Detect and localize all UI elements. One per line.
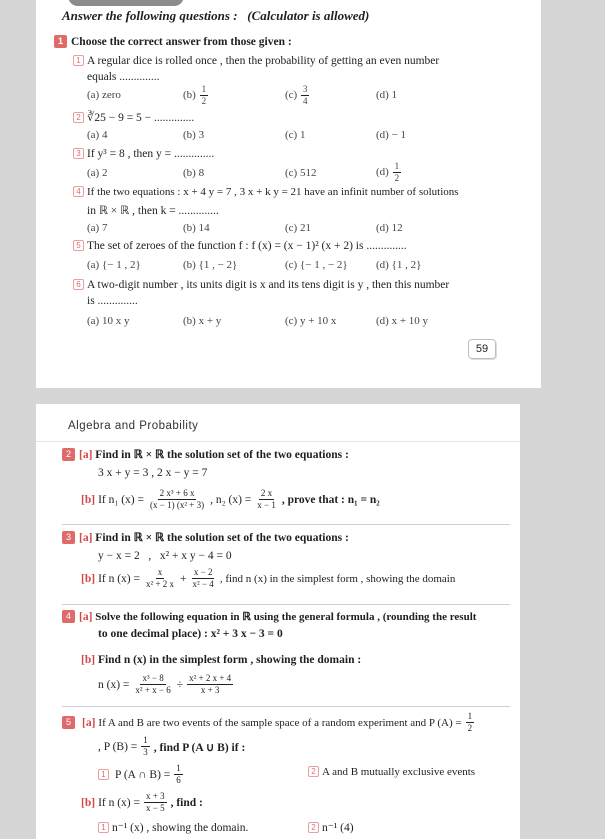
fraction [141, 736, 150, 757]
fraction [144, 792, 167, 813]
question-5-a [62, 712, 475, 733]
question-text-cont: is .............. [87, 295, 138, 307]
option-b[interactable]: (b) 3 [183, 129, 205, 141]
option-label: (c) [285, 89, 298, 102]
question-5-a-cont [98, 736, 245, 757]
option-d[interactable]: (d) {1 , 2} [376, 259, 422, 271]
expr-text: , P (B) = [98, 740, 138, 753]
option-c[interactable]: (c) 512 [285, 167, 317, 179]
page-top [36, 0, 541, 388]
question-number-badge: 3 [73, 148, 84, 159]
numerator: 1 [143, 735, 148, 745]
denominator: 2 [394, 173, 400, 183]
equation: y − x = 2 , x² + x y − 4 = 0 [98, 550, 232, 562]
question-text: ∛25 − 9 = 5 − .............. [87, 112, 195, 124]
question-number-badge: 4 [73, 186, 84, 197]
question-4-a [62, 610, 476, 623]
question-text-cont: in ℝ × ℝ , then k = .............. [87, 205, 219, 217]
section-1-title [54, 35, 292, 48]
numerator: x − 2 [193, 567, 213, 577]
option-c[interactable]: (c) {− 1 , − 2} [285, 259, 348, 271]
denominator: x² + x − 6 [135, 685, 171, 695]
equation: 3 x + y = 3 , 2 x − y = 7 [98, 467, 208, 479]
divider [62, 604, 510, 605]
denominator: x − 1 [257, 500, 276, 510]
expr-text: , find n (x) in the simplest form , showing the domain [219, 572, 456, 585]
page-bottom [36, 404, 520, 839]
option-d[interactable]: (d) 12 [376, 222, 403, 234]
numerator: 1 [201, 84, 207, 94]
page-tab-decoration [68, 0, 184, 6]
question-5-b [81, 792, 203, 813]
numerator: 2 x³ + 6 x [159, 488, 195, 498]
question-3 [73, 148, 214, 160]
sub-number-badge: 2 [308, 822, 319, 833]
question-number-badge: 5 [73, 240, 84, 251]
option-a[interactable]: (a) zero [87, 89, 121, 101]
denominator: x² − 4 [192, 579, 214, 589]
denominator: 2 [201, 96, 207, 106]
expr-text: If n₁ (x) = [98, 493, 145, 506]
question-3-b [81, 568, 455, 589]
divider [62, 524, 510, 525]
expr-text: , find P (A ∪ B) if : [153, 741, 246, 754]
question-text: If A and B are two events of the sample space of a random experiment and P (A) = [98, 716, 462, 729]
denominator: 6 [176, 775, 181, 785]
part-label: [b] [81, 493, 96, 506]
question-2-a [62, 447, 349, 461]
denominator: x + 3 [200, 685, 220, 695]
question-text: Find n (x) in the simplest form , showing the domain : [97, 654, 362, 666]
question-number-badge: 1 [73, 55, 84, 66]
calculator-note: (Calculator is allowed) [247, 8, 370, 23]
fraction [301, 85, 310, 106]
expr-text: P (A ∩ B) = [115, 768, 171, 781]
expr-text: , prove that : n₁ = n₂ [281, 493, 380, 506]
section-title-text: Choose the correct answer from those given : [71, 36, 292, 48]
question-number-badge: 2 [62, 448, 75, 461]
page-number: 59 [468, 339, 496, 359]
option-a[interactable]: (a) 10 x y [87, 315, 130, 327]
option-b[interactable]: (b) x + y [183, 315, 222, 327]
option-d[interactable] [376, 162, 402, 183]
option-b[interactable]: (b) 8 [183, 167, 205, 179]
part-label: [b] [81, 572, 96, 585]
sub-number-badge: 2 [308, 766, 319, 777]
denominator: x − 5 [146, 803, 165, 813]
divider [62, 706, 510, 707]
fraction [255, 489, 278, 510]
question-text: The set of zeroes of the function f : f (x) = (x − 1)² (x + 2) is .............. [87, 240, 407, 252]
expr-text: If n (x) = [98, 796, 140, 809]
fraction [393, 162, 402, 183]
instructions-text: Answer the following questions : [62, 8, 238, 23]
sub-number-badge: 1 [98, 822, 109, 833]
fraction [144, 568, 176, 589]
expr-text: , n₂ (x) = [210, 493, 252, 506]
expr-text: n⁻¹ (x) , showing the domain. [112, 822, 249, 834]
option-c[interactable]: (c) 1 [285, 129, 306, 141]
option-label: (b) [183, 89, 196, 102]
expr-text: If n (x) = [98, 572, 140, 585]
option-label: (d) [376, 166, 389, 179]
question-1 [73, 55, 439, 67]
numerator: 1 [176, 763, 181, 773]
sub-question-b1 [98, 820, 248, 834]
question-3-a [62, 530, 349, 544]
part-label: [a] [82, 716, 96, 729]
sub-question-b2 [308, 820, 354, 834]
fraction [133, 674, 172, 695]
fraction [200, 85, 209, 106]
part-label: [a] [79, 532, 93, 544]
numerator: x³ − 8 [142, 673, 164, 683]
question-number-badge: 2 [73, 112, 84, 123]
expr-text: n (x) = [98, 678, 130, 691]
question-5 [73, 240, 407, 252]
option-d[interactable]: (d) x + 10 y [376, 315, 429, 327]
sub-number-badge: 1 [98, 769, 109, 780]
numerator: 1 [467, 711, 473, 721]
question-text: Solve the following equation in ℝ using the general formula , (rounding the result [95, 611, 477, 623]
numerator: x² + 2 x + 4 [189, 673, 232, 683]
fraction [466, 712, 475, 733]
expr-text: A and B mutually exclusive events [322, 766, 476, 778]
fraction [174, 764, 183, 785]
option-d[interactable]: (d) 1 [376, 89, 398, 101]
numerator: x [157, 567, 163, 577]
question-number-badge: 5 [62, 716, 75, 729]
option-a[interactable]: (a) 2 [87, 167, 108, 179]
question-text: If y³ = 8 , then y = .............. [87, 148, 215, 160]
title-divider [36, 441, 520, 442]
part-label: [a] [79, 449, 93, 461]
instructions-heading [62, 8, 369, 24]
part-label: [b] [81, 796, 96, 809]
sub-question-2 [308, 766, 475, 778]
question-text: Find in ℝ × ℝ the solution set of the two equations : [95, 449, 349, 461]
option-a[interactable]: (a) 4 [87, 129, 108, 141]
expression [98, 674, 234, 695]
part-label: [b] [81, 654, 96, 666]
numerator: x + 3 [146, 791, 165, 801]
question-2 [73, 110, 194, 124]
page-title: Algebra and Probability [68, 420, 199, 432]
section-number-badge: 1 [54, 35, 67, 48]
denominator: x² + 2 x [146, 579, 175, 589]
operator: + [180, 572, 187, 585]
question-2-b [81, 489, 380, 510]
fraction [148, 489, 206, 510]
question-6 [73, 279, 449, 291]
question-text: A regular dice is rolled once , then the probability of getting an even number [87, 55, 440, 67]
numerator: 3 [302, 84, 308, 94]
option-b[interactable] [183, 85, 209, 106]
denominator: (x − 1) (x² + 3) [150, 500, 205, 510]
denominator: 3 [143, 747, 148, 757]
expr-text: , find : [170, 796, 203, 809]
option-c[interactable] [285, 85, 310, 106]
question-4-b [81, 654, 361, 666]
question-text-cont: to one decimal place) : x² + 3 x − 3 = 0 [98, 628, 283, 640]
question-number-badge: 4 [62, 610, 75, 623]
part-label: [a] [79, 611, 93, 623]
fraction [191, 568, 216, 589]
denominator: 4 [302, 96, 308, 106]
option-a[interactable]: (a) {− 1 , 2} [87, 259, 141, 271]
question-number-badge: 3 [62, 531, 75, 544]
fraction [187, 674, 233, 695]
expr-text: n⁻¹ (4) [322, 822, 354, 834]
option-b[interactable]: (b) 14 [183, 222, 210, 234]
question-4 [73, 186, 459, 198]
operator: ÷ [176, 678, 184, 691]
option-c[interactable]: (c) y + 10 x [285, 315, 337, 327]
numerator: 2 x [260, 488, 273, 498]
option-d[interactable]: (d) − 1 [376, 129, 407, 141]
sub-question-1 [98, 764, 184, 785]
denominator: 2 [467, 723, 473, 733]
option-a[interactable]: (a) 7 [87, 222, 108, 234]
question-text: Find in ℝ × ℝ the solution set of the two equations : [95, 532, 349, 544]
option-b[interactable]: (b) {1 , − 2} [183, 259, 238, 271]
question-text: If the two equations : x + 4 y = 7 , 3 x + k y = 21 have an infinit number of solutions [87, 186, 459, 198]
question-number-badge: 6 [73, 279, 84, 290]
numerator: 1 [394, 161, 400, 171]
option-c[interactable]: (c) 21 [285, 222, 311, 234]
question-text-cont: equals .............. [87, 71, 160, 83]
question-text: A two-digit number , its units digit is x and its tens digit is y , then this number [87, 279, 450, 291]
